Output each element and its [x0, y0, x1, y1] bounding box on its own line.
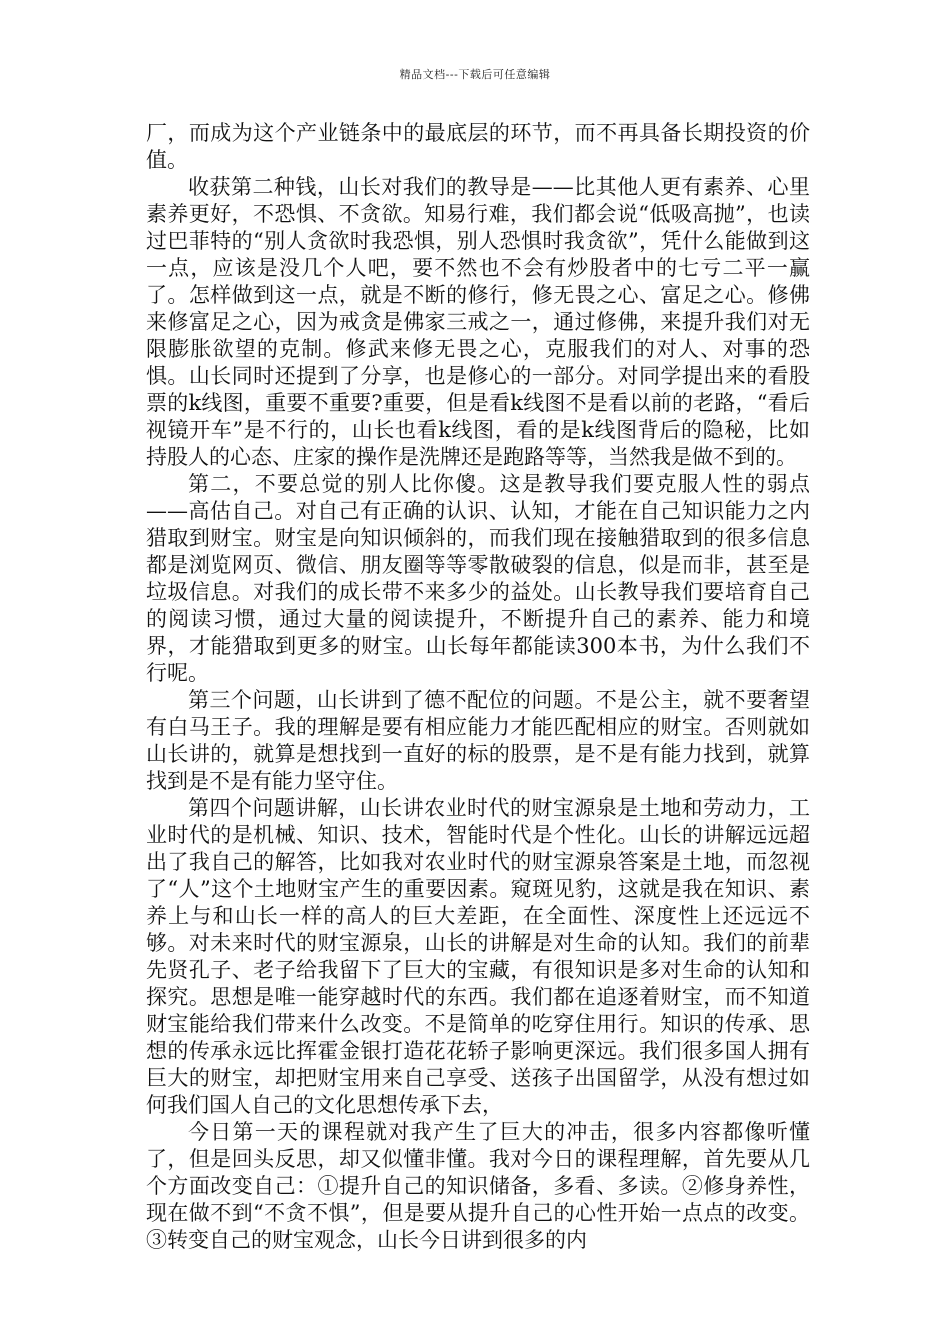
paragraph-point-three: 第三个问题，山长讲到了德不配位的问题。不是公主，就不要奢望有白马王子。我的理解是要有相应能力才能匹配相应的财宝。否则就如山长讲的，就算是想找到一直好的标的股票，是不是有能力找到，就算找到是不是有能力坚守住。: [146, 688, 810, 793]
paragraph-summary: 今日第一天的课程就对我产生了巨大的冲击，很多内容都像听懂了，但是回头反思，却又似懂非懂。我对今日的课程理解，首先要从几个方面改变自己：①提升自己的知识储备，多看、多读。②修身养性，现在做不到“不贪不惧”，但是要从提升自己的心性开始一点点的改变。③转变自己的财宝观念，山长今日讲到很多的内: [146, 1120, 810, 1252]
paragraph-continuation: 厂，而成为这个产业链条中的最底层的环节，而不再具备长期投资的价值。: [146, 121, 810, 172]
paragraph-point-four: 第四个问题讲解，山长讲农业时代的财宝源泉是土地和劳动力，工业时代的是机械、知识、技术，智能时代是个性化。山长的讲解远远超出了我自己的解答，比如我对农业时代的财宝源泉答案是土地，而忽视了“人”这个土地财宝产生的重要因素。窥斑见豹，这就是我在知识、素养上与和山长一样的高人的巨大差距，在全面性、深度性上还远远不够。对未来时代的财宝源泉，山长的讲解是对生命的认知。我们的前辈先贤孔子、老子给我留下了巨大的宝藏，有很知识是多对生命的认知和探究。思想是唯一能穿越时代的东西。我们都在追逐着财宝，而不知道财宝能给我们带来什么改变。不是简单的吃穿住用行。知识的传承、思想的传承永远比挥霍金银打造花花轿子影响更深远。我们很多国人拥有巨大的财宝，却把财宝用来自己享受、送孩子出国留学，从没有想过如何我们国人自己的文化思想传承下去，: [146, 796, 810, 1117]
page-header: 精品文档---下载后可任意编辑: [399, 68, 551, 81]
paragraph-point-two: 第二，不要总觉的别人比你傻。这是教导我们要克服人性的弱点——高估自己。对自己有正确的认识、认知，才能在自己知识能力之内猎取到财宝。财宝是向知识倾斜的，而我们现在接触猎取到的很多信息都是浏览网页、微信、朋友圈等等零散破裂的信息，似是而非，甚至是垃圾信息。对我们的成长带不来多少的益处。山长教导我们要培育自己的阅读习惯，通过大量的阅读提升，不断提升自己的素养、能力和境界，才能猎取到更多的财宝。山长每年都能读300本书，为什么我们不行呢。: [146, 472, 810, 685]
paragraph-second-money: 收获第二种钱，山长对我们的教导是——比其他人更有素养、心里素养更好，不恐惧、不贪欲。知易行难，我们都会说“低吸高抛”，也读过巴菲特的“别人贪欲时我恐惧，别人恐惧时我贪欲”，凭什么能做到这一点，应该是没几个人吧，要不然也不会有炒股者中的七亏二平一赢了。怎样做到这一点，就是不断的修行，修无畏之心、富足之心。修佛来修富足之心，因为戒贪是佛家三戒之一，通过修佛，来提升我们对无限膨胀欲望的克制。修武来修无畏之心，克服我们的对人、对事的恐惧。山长同时还提到了分享，也是修心的一部分。对同学提出来的看股票的k线图，重要不重要?重要，但是看k线图不是看以前的老路，“看后视镜开车”是不行的，山长也看k线图，看的是k线图背后的隐秘，比如持股人的心态、庄家的操作是洗牌还是跑路等等，当然我是做不到的。: [146, 175, 810, 469]
document-body: [146, 120, 810, 1254]
